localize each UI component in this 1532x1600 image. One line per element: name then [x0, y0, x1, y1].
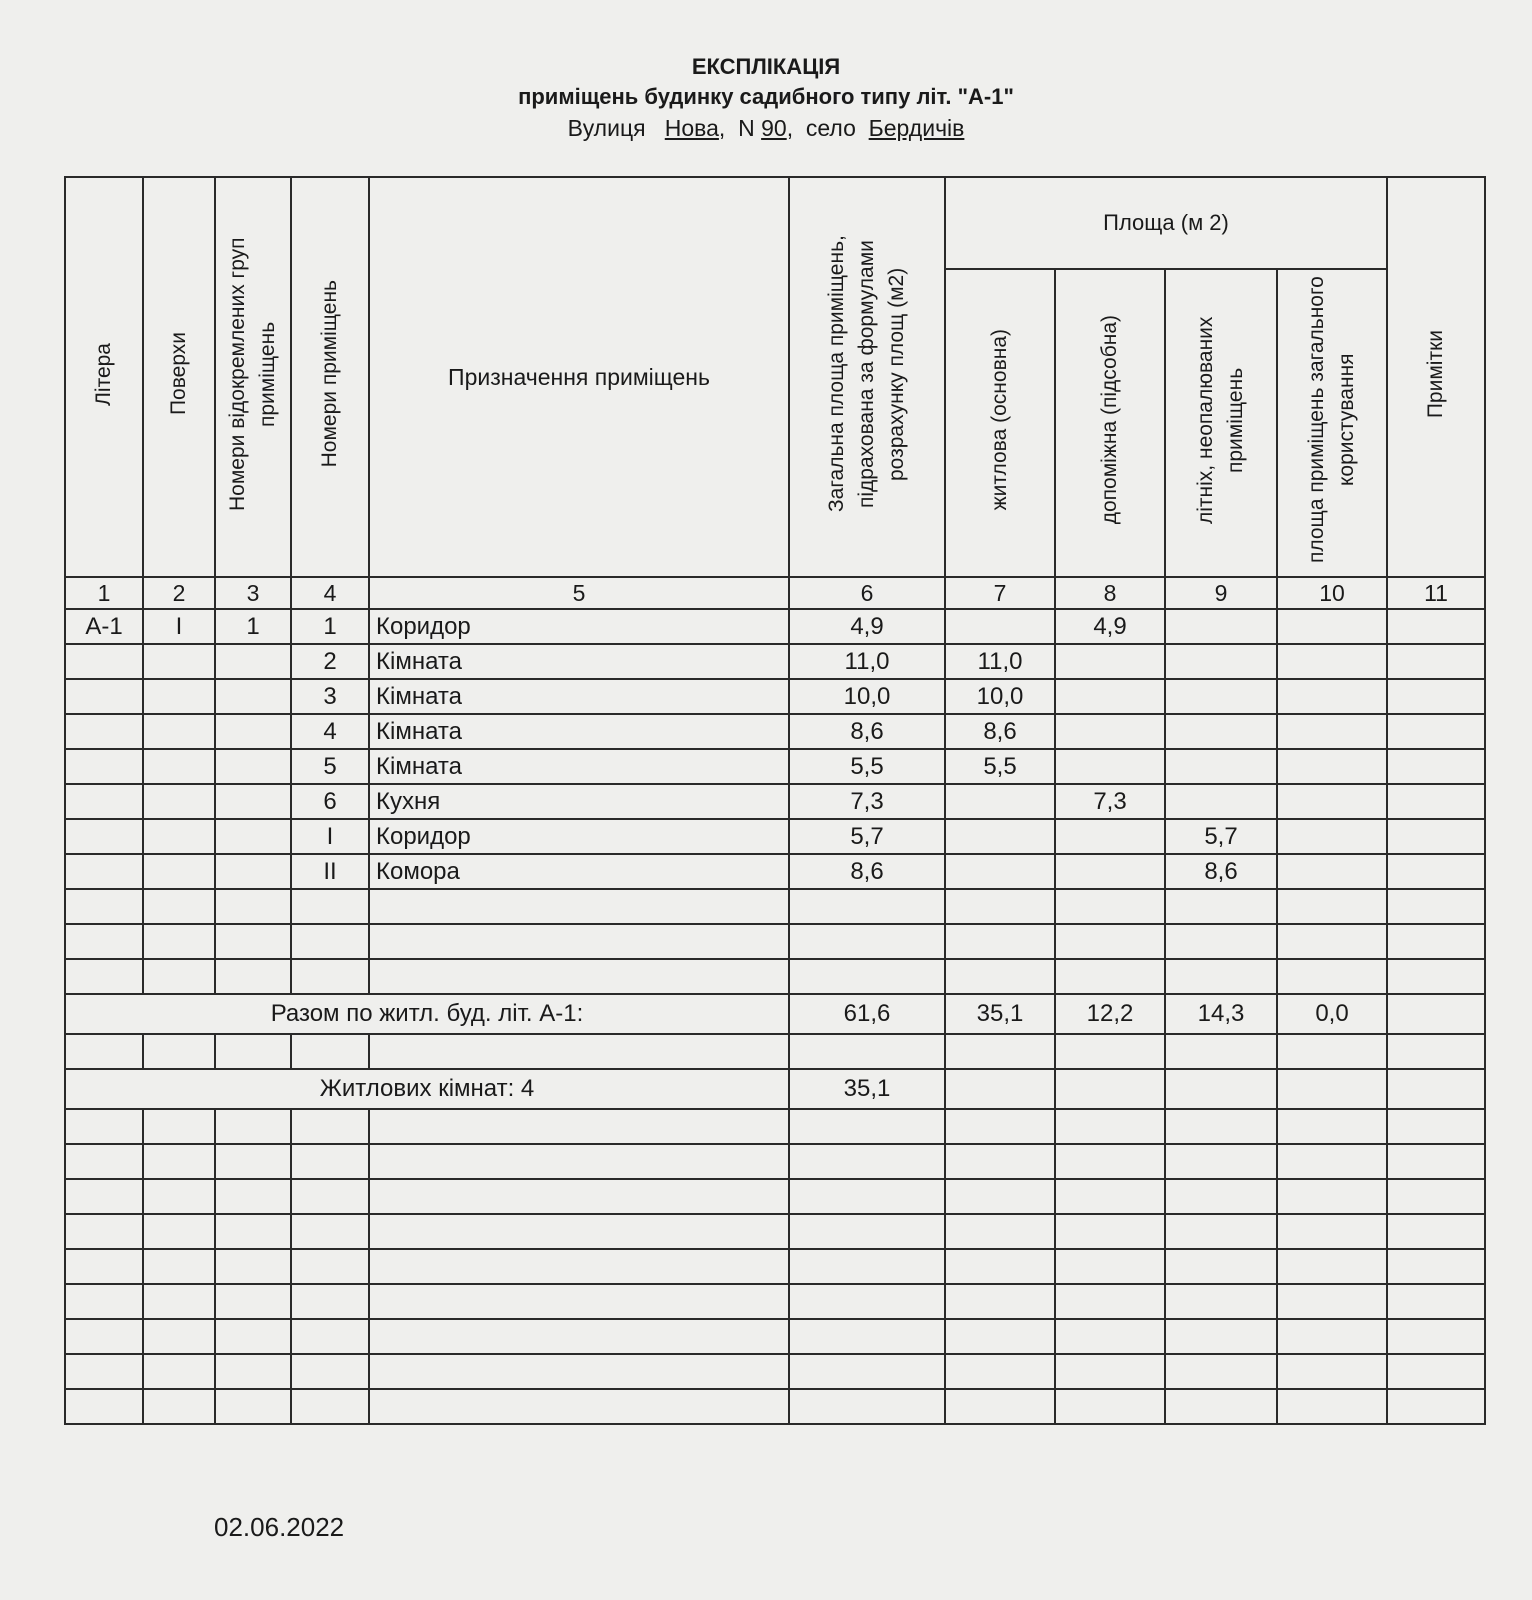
- table-row: А-1 І 1 1 Коридор 4,9 4,9: [65, 609, 1485, 644]
- totals-label: Разом по житл. буд. літ. А-1:: [65, 994, 789, 1034]
- empty-row: [65, 1249, 1485, 1284]
- empty-row: [65, 1214, 1485, 1249]
- totals-common: 0,0: [1277, 994, 1387, 1034]
- empty-row: [65, 1354, 1485, 1389]
- totals-summer: 14,3: [1165, 994, 1277, 1034]
- header-summer: літніх, неопалюваних приміщень: [1165, 269, 1277, 577]
- header-floors: Поверхи: [143, 177, 215, 577]
- document-subtitle: приміщень будинку садибного типу літ. "А-1": [518, 84, 1014, 109]
- table-row: 4 Кімната 8,6 8,6: [65, 714, 1485, 749]
- street-label: Вулиця: [567, 115, 646, 141]
- living-rooms-value: 35,1: [789, 1069, 945, 1109]
- header-common: площа приміщень загального користування: [1277, 269, 1387, 577]
- header-area-group: Площа (м 2): [945, 177, 1387, 269]
- empty-row: [65, 924, 1485, 959]
- header-notes: Примітки: [1387, 177, 1485, 577]
- table-row: І Коридор 5,7 5,7: [65, 819, 1485, 854]
- village-value: Бердичів: [868, 115, 965, 141]
- header-auxiliary: допоміжна (підсобна): [1055, 269, 1165, 577]
- empty-row: [65, 1284, 1485, 1319]
- number-label: N: [738, 115, 755, 141]
- totals-total: 61,6: [789, 994, 945, 1034]
- table-row: 6 Кухня 7,3 7,3: [65, 784, 1485, 819]
- empty-row: [65, 1109, 1485, 1144]
- totals-living: 35,1: [945, 994, 1055, 1034]
- empty-row: [65, 959, 1485, 994]
- table-row: 5 Кімната 5,5 5,5: [65, 749, 1485, 784]
- street-value: Нова: [664, 115, 719, 141]
- empty-row: [65, 1179, 1485, 1214]
- table-row: ІІ Комора 8,6 8,6: [65, 854, 1485, 889]
- header-group-numbers: Номери відокремлених груп приміщень: [215, 177, 291, 577]
- header-living: житлова (основна): [945, 269, 1055, 577]
- explication-table: [64, 176, 1486, 1425]
- column-number-row: 1 2 3 4 5 6 7 8 9 10 11: [65, 577, 1485, 609]
- empty-row: [65, 1034, 1485, 1069]
- document-date: 02.06.2022: [214, 1512, 345, 1542]
- empty-row: [65, 1319, 1485, 1354]
- header-litera: Літера: [65, 177, 143, 577]
- document-title: ЕКСПЛІКАЦІЯ: [691, 54, 841, 79]
- living-rooms-row: [65, 1069, 1485, 1109]
- number-value: 90: [761, 115, 787, 141]
- empty-row: [65, 889, 1485, 924]
- living-rooms-label: Житлових кімнат: 4: [65, 1069, 789, 1109]
- empty-row: [65, 1389, 1485, 1424]
- document-header: [0, 52, 1532, 144]
- address-line: Вулиця Нова, N 90, село Бердичів: [567, 115, 965, 141]
- totals-row: [65, 994, 1485, 1034]
- totals-aux: 12,2: [1055, 994, 1165, 1034]
- header-room-purpose: Призначення приміщень: [369, 177, 789, 577]
- empty-row: [65, 1144, 1485, 1179]
- header-room-numbers: Номери приміщень: [291, 177, 369, 577]
- table-row: 3 Кімната 10,0 10,0: [65, 679, 1485, 714]
- table-row: 2 Кімната 11,0 11,0: [65, 644, 1485, 679]
- header-total-area: Загальна площа приміщень, підрахована за формулами розрахунку площ (м2): [789, 177, 945, 577]
- village-label: село: [805, 115, 856, 141]
